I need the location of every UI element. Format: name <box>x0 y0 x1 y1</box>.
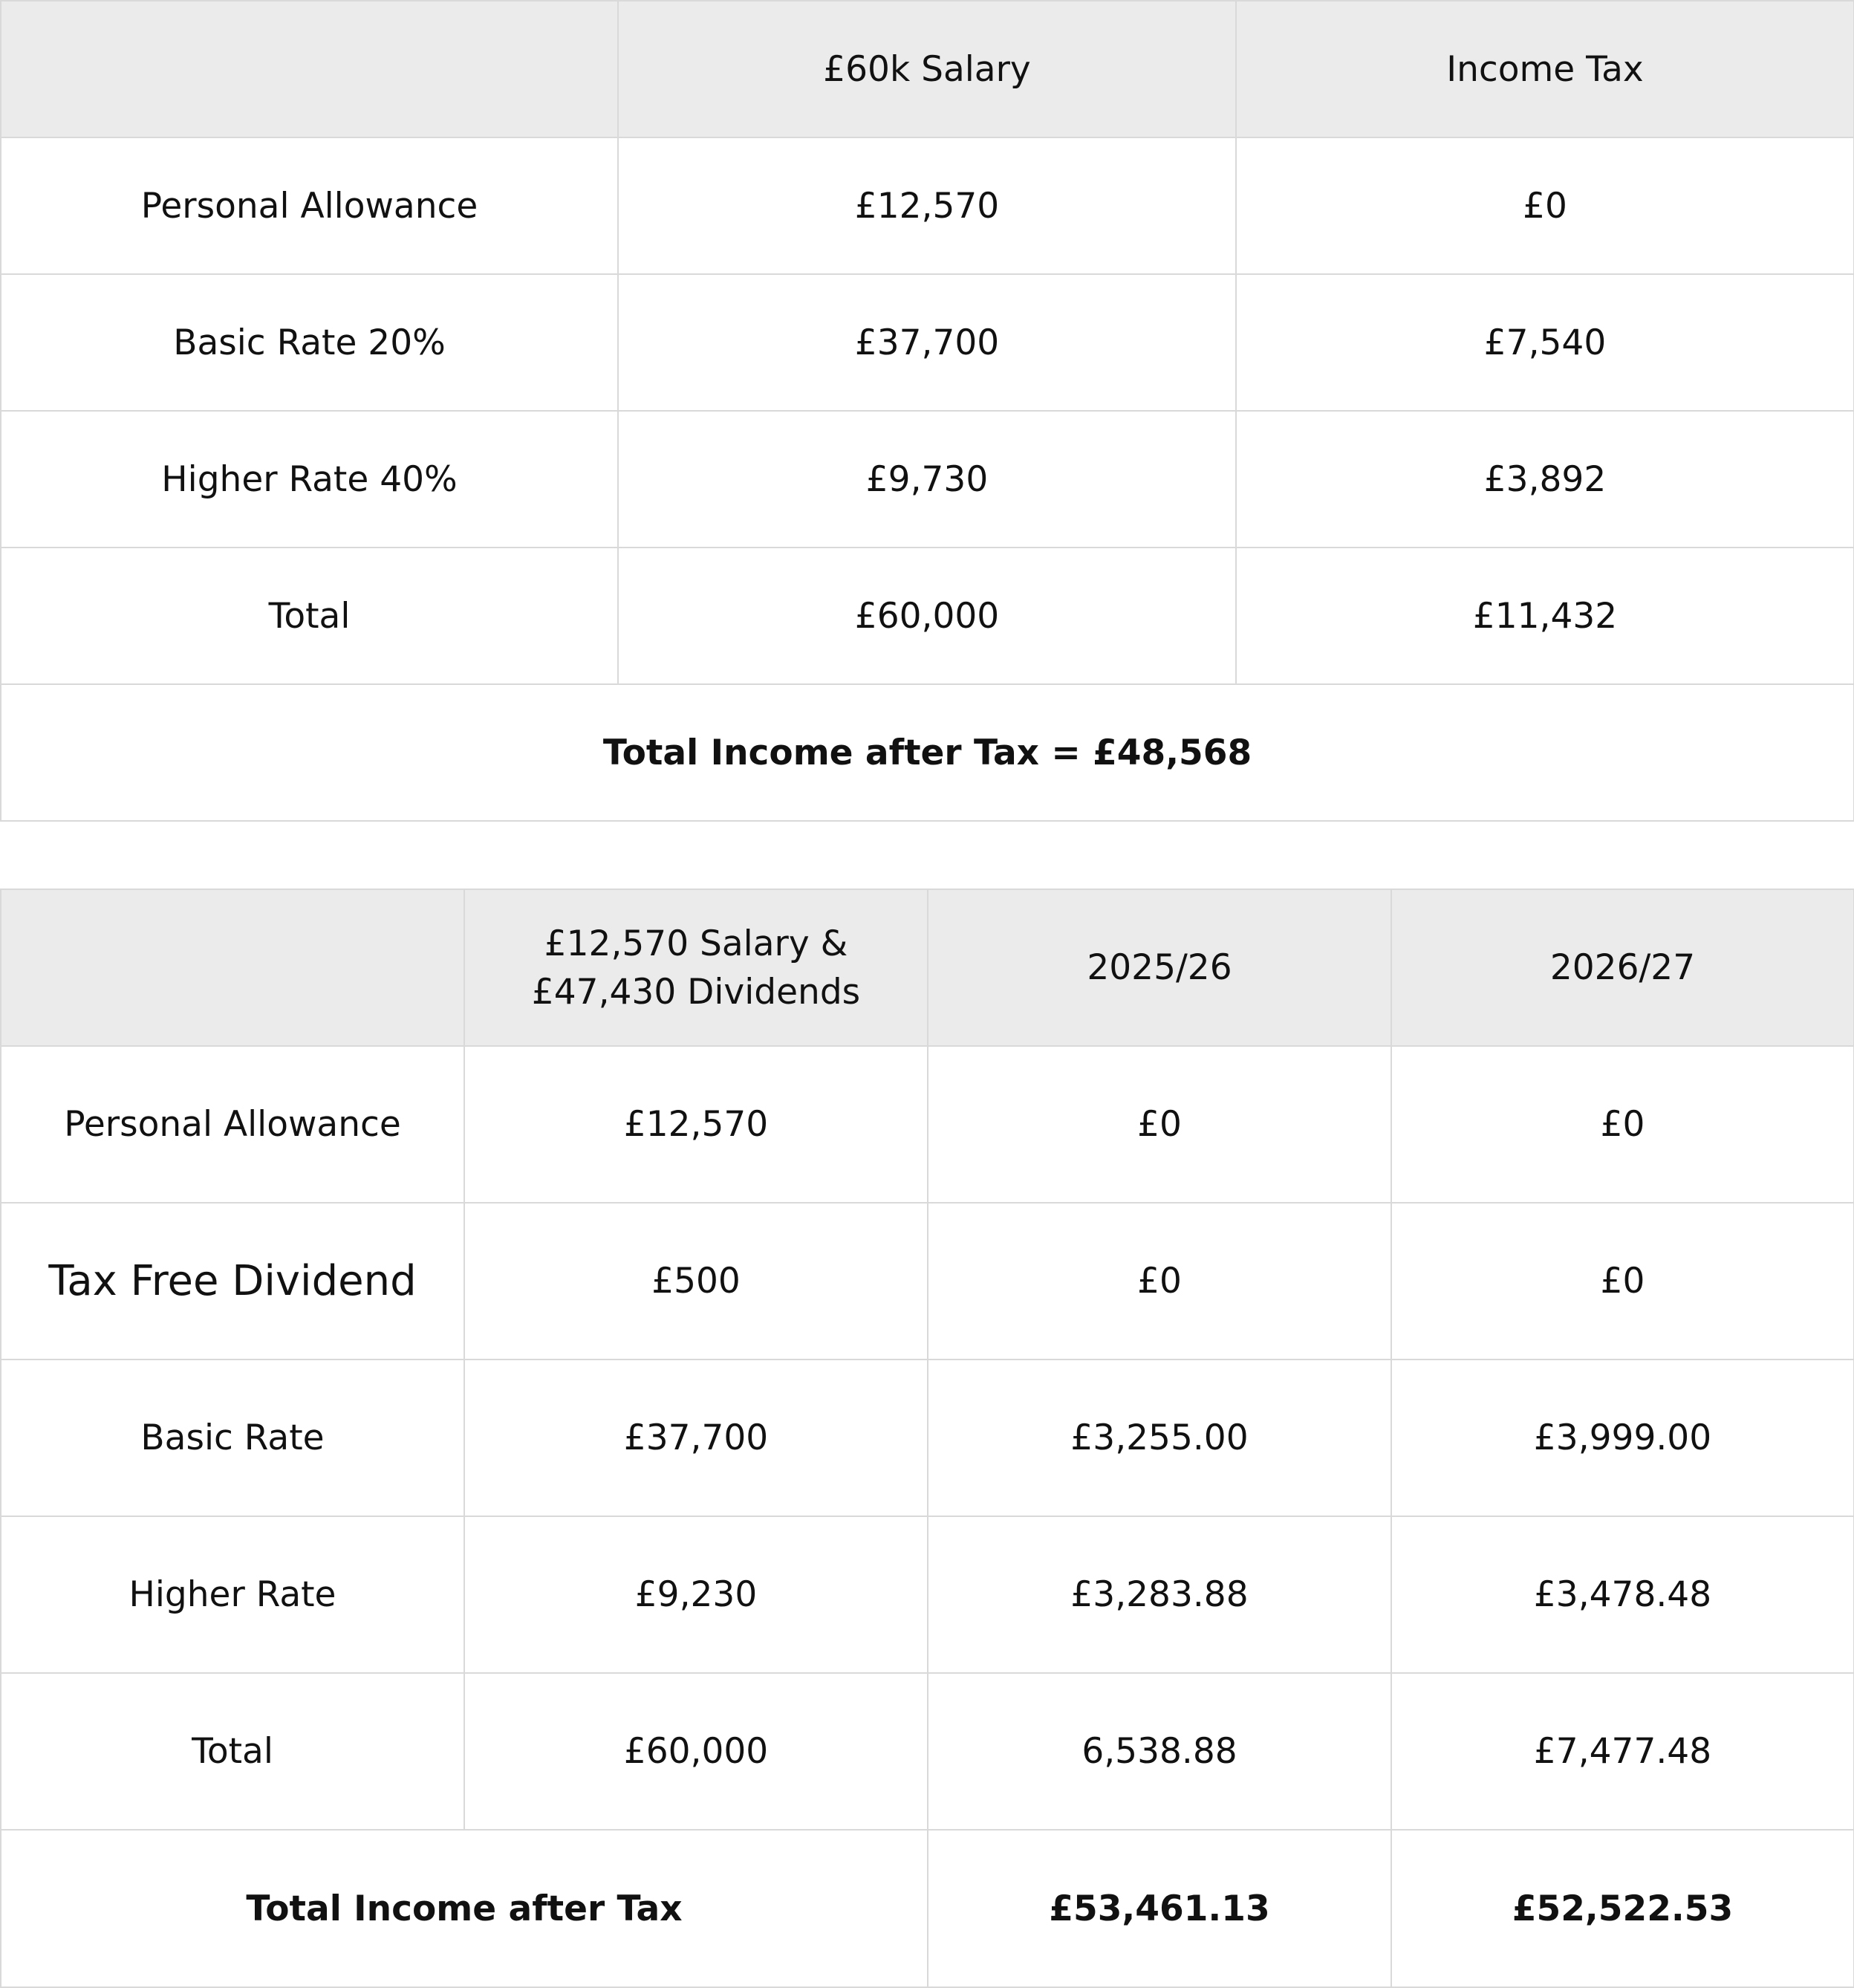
row-label: Basic Rate <box>1 1360 464 1516</box>
table-row <box>1 1203 1854 1360</box>
row-label: Total <box>1 1673 464 1830</box>
table-row <box>1 1046 1854 1203</box>
row-label: Total <box>1 548 618 684</box>
row-tax-2025-26: 6,538.88 <box>928 1673 1391 1830</box>
row-tax-2026-27: £0 <box>1391 1203 1854 1360</box>
header-cell-empty <box>1 889 464 1046</box>
row-amount: £500 <box>464 1203 928 1360</box>
row-tax-value: £11,432 <box>1236 548 1854 684</box>
row-label: Tax Free Dividend <box>1 1203 464 1360</box>
header-salary: £60k Salary <box>618 1 1236 137</box>
row-amount: £60,000 <box>464 1673 928 1830</box>
table-header-row <box>1 889 1854 1046</box>
row-label: Personal Allowance <box>1 137 618 274</box>
row-tax-2025-26: £0 <box>928 1046 1391 1203</box>
row-tax-2026-27: £7,477.48 <box>1391 1673 1854 1830</box>
header-year-2025-26: 2025/26 <box>928 889 1391 1046</box>
row-tax-value: £0 <box>1236 137 1854 274</box>
row-label: Higher Rate 40% <box>1 411 618 548</box>
table-row <box>1 1673 1854 1830</box>
salary-tax-table <box>0 0 1854 822</box>
row-tax-2026-27: £0 <box>1391 1046 1854 1203</box>
table-footer-row <box>1 684 1854 821</box>
header-cell-empty <box>1 1 618 137</box>
header-income-tax: Income Tax <box>1236 1 1854 137</box>
table-row <box>1 274 1854 411</box>
row-tax-2026-27: £3,478.48 <box>1391 1516 1854 1673</box>
row-amount: £12,570 <box>464 1046 928 1203</box>
table-row <box>1 1516 1854 1673</box>
row-label: Higher Rate <box>1 1516 464 1673</box>
row-tax-value: £7,540 <box>1236 274 1854 411</box>
table-row <box>1 1360 1854 1516</box>
row-label: Personal Allowance <box>1 1046 464 1203</box>
salary-dividends-tax-table <box>0 889 1854 1988</box>
row-amount: £37,700 <box>464 1360 928 1516</box>
row-amount: £9,230 <box>464 1516 928 1673</box>
total-income-after-tax-label: Total Income after Tax <box>1 1830 928 1987</box>
row-salary-value: £9,730 <box>618 411 1236 548</box>
table-header-row <box>1 1 1854 137</box>
header-year-2026-27: 2026/27 <box>1391 889 1854 1046</box>
table-footer-row <box>1 1830 1854 1987</box>
header-salary-dividends: £12,570 Salary & £47,430 Dividends <box>464 889 928 1046</box>
row-tax-value: £3,892 <box>1236 411 1854 548</box>
row-tax-2025-26: £3,283.88 <box>928 1516 1391 1673</box>
total-income-after-tax: Total Income after Tax = £48,568 <box>1 684 1854 821</box>
row-tax-2026-27: £3,999.00 <box>1391 1360 1854 1516</box>
row-tax-2025-26: £3,255.00 <box>928 1360 1391 1516</box>
total-income-2026-27: £52,522.53 <box>1391 1830 1854 1987</box>
row-salary-value: £37,700 <box>618 274 1236 411</box>
row-salary-value: £12,570 <box>618 137 1236 274</box>
total-income-2025-26: £53,461.13 <box>928 1830 1391 1987</box>
table-row <box>1 411 1854 548</box>
table-row <box>1 137 1854 274</box>
row-salary-value: £60,000 <box>618 548 1236 684</box>
row-tax-2025-26: £0 <box>928 1203 1391 1360</box>
row-label: Basic Rate 20% <box>1 274 618 411</box>
table-row <box>1 548 1854 684</box>
